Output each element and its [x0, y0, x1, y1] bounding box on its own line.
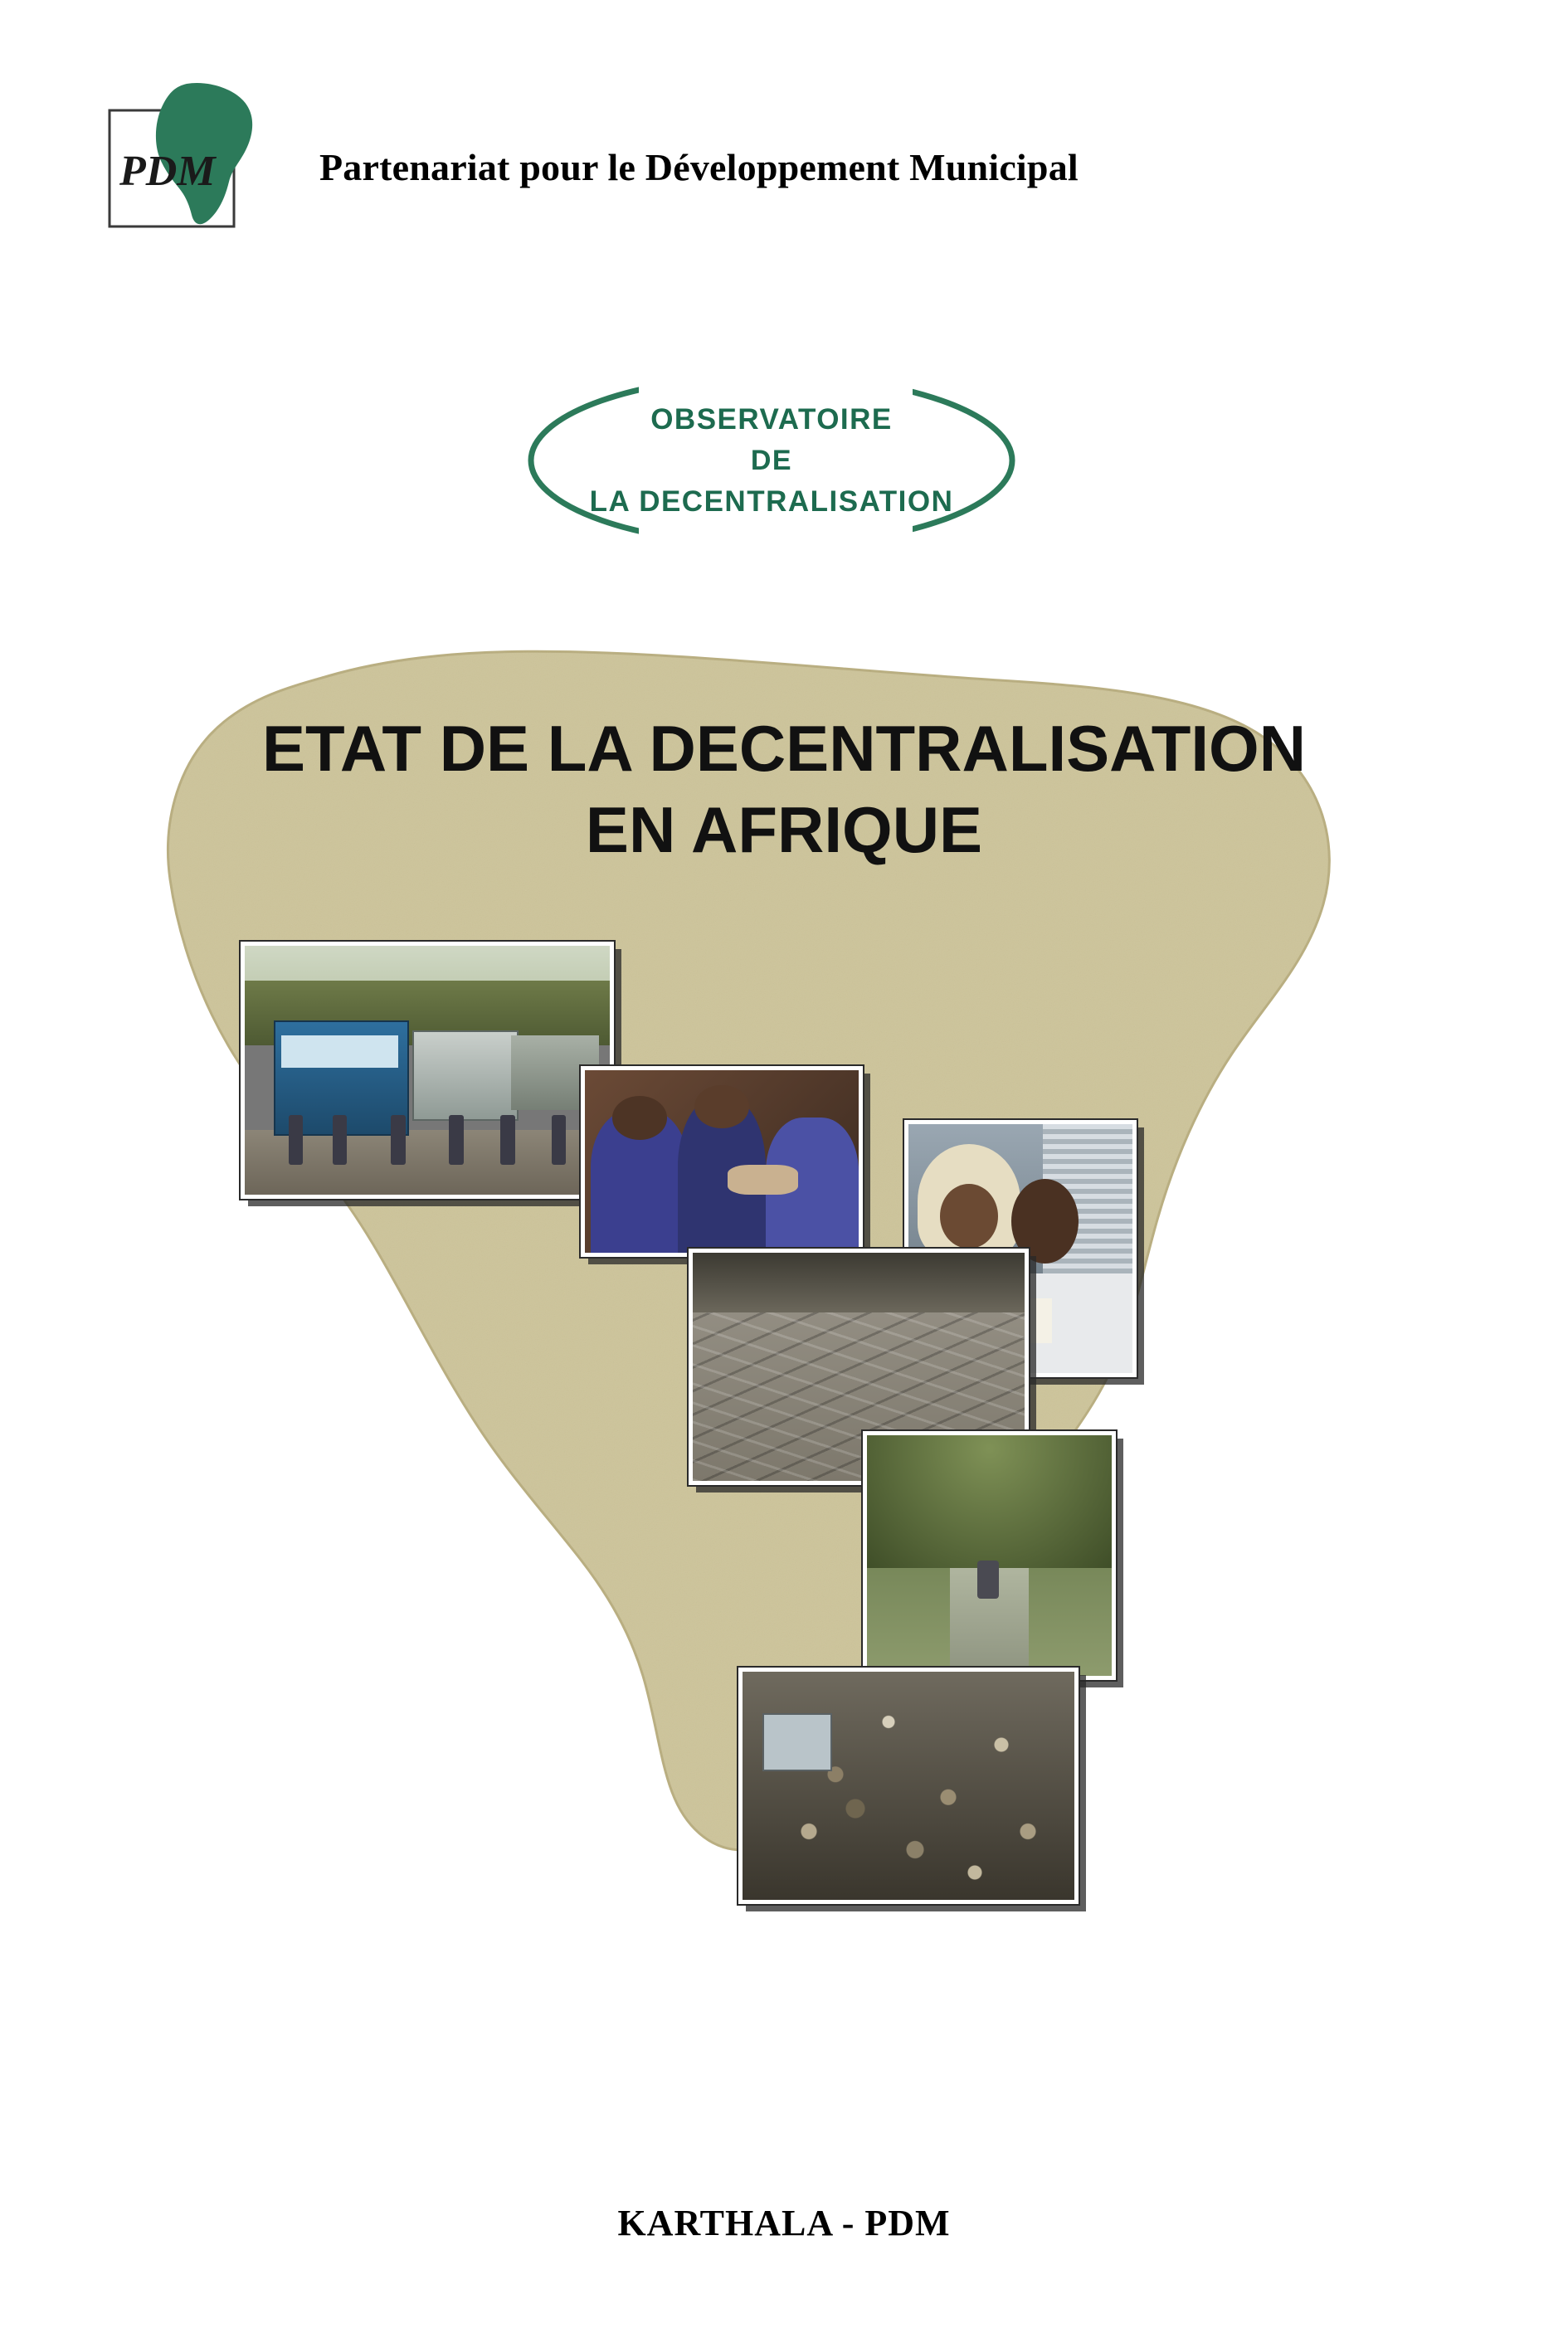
- cover-title-line-1: ETAT DE LA DECENTRALISATION: [261, 712, 1307, 785]
- publisher-name: KARTHALA - PDM: [617, 2203, 951, 2243]
- organization-name: Partenariat pour le Développement Municipal: [319, 146, 1079, 188]
- photo-tree-lined-road: [863, 1431, 1116, 1680]
- svg-text:PDM: PDM: [119, 148, 216, 195]
- observatory-line-1: OBSERVATOIRE: [650, 402, 893, 436]
- observatory-line-2: DE: [750, 444, 793, 476]
- photo-bus-station: [241, 942, 614, 1199]
- photo-crowd-market: [738, 1668, 1079, 1904]
- photo-vaccination: [581, 1066, 863, 1257]
- observatory-line-3: LA DECENTRALISATION: [589, 485, 954, 518]
- cover-title-line-2: EN AFRIQUE: [585, 793, 983, 867]
